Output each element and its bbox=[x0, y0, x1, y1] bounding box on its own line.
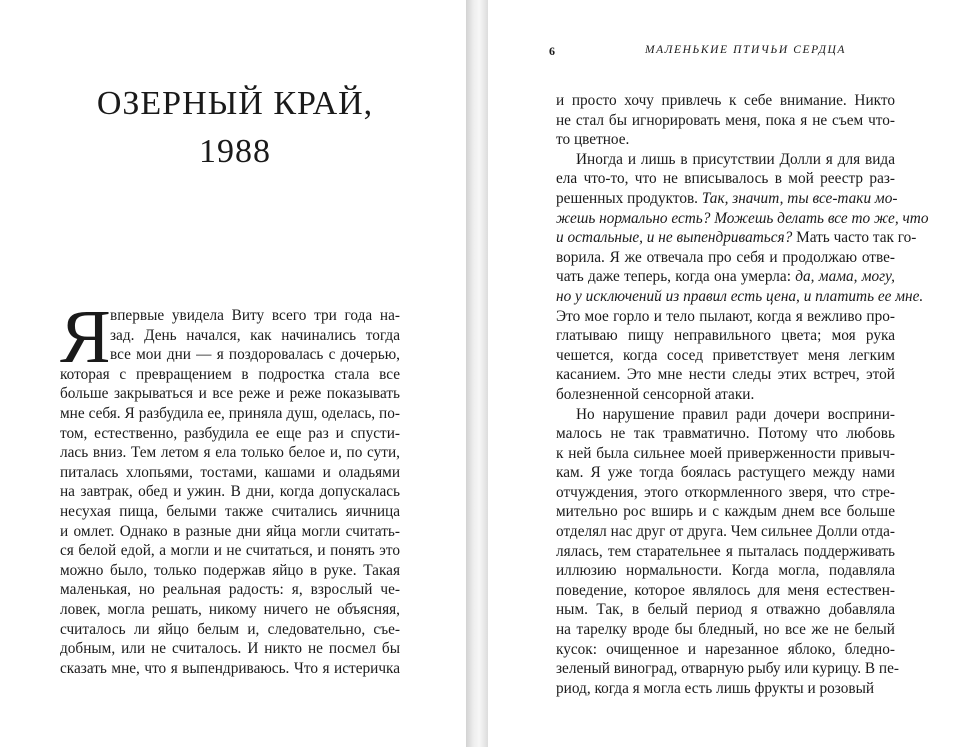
text-line: которая с превращением в подростка стала все bbox=[60, 365, 400, 383]
text-run: мительно рос вширь и с каждым днем все больше bbox=[556, 503, 895, 521]
text-run: зеленый виноград, отварную рыбу или курицу. В пе- bbox=[556, 660, 899, 678]
text-run: касанием. Это мне нести следы этих встреч, этой bbox=[556, 366, 895, 384]
text-run: Это мое горло и тело пылают, когда я вежливо про- bbox=[556, 307, 895, 325]
text-line bbox=[556, 600, 895, 620]
paragraph bbox=[556, 150, 929, 405]
text-run: к ней была сильнее моей приверженности привыч- bbox=[556, 444, 895, 462]
text-line bbox=[556, 424, 895, 444]
text-run: лялась, тем старательнее я пыталась поддерживать bbox=[556, 542, 895, 560]
text-line: маленькая, но реальная радость: я, взрослый че- bbox=[60, 581, 400, 599]
text-line bbox=[556, 111, 895, 131]
text-line bbox=[556, 248, 895, 268]
text-line bbox=[556, 679, 895, 699]
text-line bbox=[556, 365, 895, 385]
text-run: чать даже теперь, когда она умерла: bbox=[556, 268, 796, 286]
text-run: малось не так травматично. Потому что любовь bbox=[556, 425, 895, 443]
text-line bbox=[556, 502, 895, 522]
text-line bbox=[556, 640, 895, 660]
italic-run: и остальные, и не выпендриваться? bbox=[556, 229, 793, 247]
text-line: можно было, только подержав яйцо в руке. Такая bbox=[60, 561, 400, 579]
text-run: не стал бы игнорировать меня, пока я не съем что- bbox=[556, 111, 895, 129]
running-title: МАЛЕНЬКИЕ ПТИЧЬИ СЕРДЦА bbox=[645, 44, 847, 56]
text-run: решенных продуктов. bbox=[556, 189, 702, 207]
text-line bbox=[556, 346, 895, 366]
text-line bbox=[556, 91, 895, 111]
italic-run: но у исключений из правил есть цена, и платить ее мне. bbox=[556, 287, 924, 305]
text-line: том, естественно, разбудила ее еще раз и спусти- bbox=[60, 424, 400, 442]
text-line: на завтрак, обед и ужин. В дни, когда допускалась bbox=[60, 483, 400, 501]
text-line bbox=[556, 483, 895, 503]
text-line: впервые увидела Виту всего три года на- bbox=[110, 307, 400, 324]
text-line: лась вниз. Тем летом я ела только белое и, по сути, bbox=[60, 444, 400, 462]
text-line bbox=[556, 189, 898, 209]
text-run: поведение, которое являлось для меня естествен- bbox=[556, 581, 895, 599]
text-line bbox=[556, 228, 917, 248]
text-line bbox=[556, 385, 895, 405]
text-line: мне себя. Я разбудила ее, приняла душ, оделась, по- bbox=[60, 404, 400, 422]
text-run: ела что-то, что не вписывалось в мой реестр раз- bbox=[556, 170, 895, 188]
text-run: глатываю пищу неправильного цвета; моя рука bbox=[556, 327, 895, 345]
paragraph bbox=[556, 405, 899, 699]
text-run: Иногда и лишь в присутствии Долли я для вида bbox=[576, 150, 895, 168]
chapter-title bbox=[60, 80, 410, 176]
text-run: то цветное. bbox=[556, 131, 630, 149]
text-line bbox=[556, 209, 929, 229]
text-line: добным, или не считалось. И никто не посмел бы bbox=[60, 640, 400, 658]
text-line: считалось ли яйцо белым и, следовательно, съе- bbox=[60, 620, 400, 638]
text-line: и омлет. Однако в разные дни яйца могли считать- bbox=[60, 522, 400, 540]
text-line: питалась хлопьями, тостами, кашами и оладьями bbox=[60, 463, 400, 481]
text-run: отчуждения, этого откормленного зверя, что стре- bbox=[556, 483, 895, 501]
text-line: зад. День начался, как начинались тогда bbox=[110, 326, 400, 344]
text-line bbox=[556, 561, 895, 581]
text-line bbox=[556, 307, 895, 327]
text-run: чешется, когда сосед приветствует меня легким bbox=[556, 346, 895, 364]
text-line bbox=[556, 463, 895, 483]
text-line bbox=[556, 542, 895, 562]
text-line bbox=[556, 522, 895, 542]
text-line bbox=[556, 287, 924, 307]
book-gutter bbox=[466, 0, 488, 747]
left-page bbox=[0, 0, 466, 747]
chapter-title-line: ОЗЕРНЫЙ КРАЙ, bbox=[96, 85, 374, 122]
text-line bbox=[556, 581, 895, 601]
italic-run: Так, значит, ты все-таки мо- bbox=[701, 189, 898, 207]
text-run: иллюзию нормальности. Когда могла, подавляла bbox=[556, 562, 895, 580]
text-line: ся белой едой, а могли и не считаться, и понять это bbox=[60, 542, 400, 560]
text-run: на тарелку вроде бы бледный, но все же не белый bbox=[556, 621, 895, 639]
text-run: болезненной сенсорной атаки. bbox=[556, 385, 755, 403]
drop-cap: Я bbox=[60, 295, 111, 379]
page-number: 6 bbox=[549, 44, 555, 58]
text-run: ным. Так, в белый период я отважно добавляла bbox=[556, 601, 895, 619]
text-run: Мать часто так го- bbox=[792, 229, 917, 247]
text-line bbox=[556, 326, 895, 346]
text-line bbox=[556, 150, 895, 170]
italic-run: жешь нормально есть? Можешь делать все то же, что bbox=[556, 209, 929, 227]
italic-run: да, мама, могу, bbox=[795, 268, 895, 286]
text-line bbox=[556, 659, 899, 679]
text-run: и просто хочу привлечь к себе внимание. Никто bbox=[556, 92, 895, 109]
text-run: кусок: очищенное и нарезанное яблоко, бледно- bbox=[556, 640, 895, 658]
text-line bbox=[556, 405, 895, 425]
text-line bbox=[556, 267, 895, 287]
text-line bbox=[556, 620, 895, 640]
text-line: больше закрываться и все реже и реже показывать bbox=[60, 385, 400, 403]
paragraph bbox=[556, 91, 895, 150]
text-line: несухая пища, белыми также считались яичница bbox=[60, 502, 400, 520]
text-line: сказать мне, что я выпендриваюсь. Что я истеричка bbox=[60, 659, 400, 677]
paragraph bbox=[60, 295, 400, 678]
text-line bbox=[556, 169, 895, 189]
left-page-body bbox=[60, 295, 400, 678]
chapter-title-year: 1988 bbox=[199, 133, 271, 170]
text-line bbox=[556, 444, 895, 464]
text-line: все мои дни — я поздоровалась с дочерью, bbox=[110, 346, 400, 364]
text-run: ворила. Я же отвечала про себя и продолжаю отве- bbox=[556, 248, 895, 266]
text-run: кам. Я уже тогда боялась растущего между нами bbox=[556, 464, 895, 482]
text-run: риод, когда я могла есть лишь фрукты и розовый bbox=[556, 679, 875, 697]
text-run: отделял нас друг от друга. Чем сильнее Долли отда- bbox=[556, 523, 895, 541]
text-run: Но нарушение правил ради дочери восприни- bbox=[576, 405, 895, 423]
text-line bbox=[556, 130, 895, 150]
right-page bbox=[488, 0, 954, 747]
right-page-body bbox=[556, 91, 929, 698]
text-line: ловек, могла решать, никому ничего не объясняя, bbox=[60, 600, 400, 618]
